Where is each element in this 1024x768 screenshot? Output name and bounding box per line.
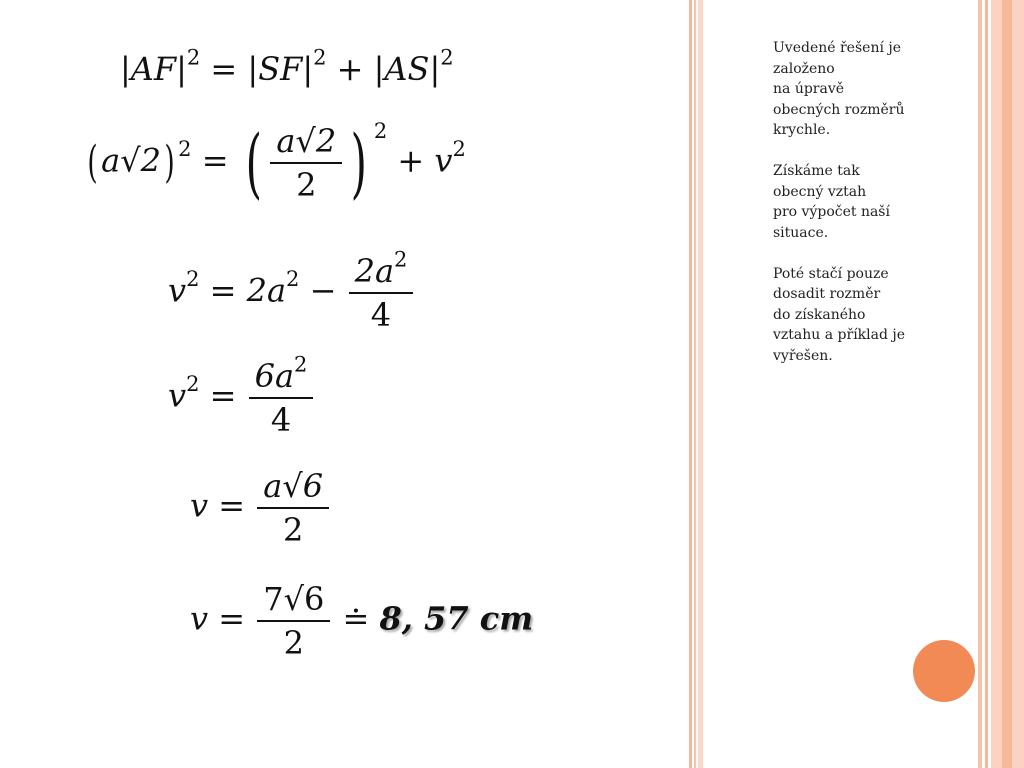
eq3-term1: 2a [246, 271, 287, 310]
result-value: 8, 57 cm [379, 599, 534, 638]
eq2-equals: = [201, 141, 229, 180]
sidebar-paragraph-3 [773, 264, 943, 367]
eq4-numerator [249, 352, 314, 399]
edge-stripe-2 [985, 0, 988, 768]
sidebar-line: Uvedené řešení je [773, 40, 902, 56]
sidebar-paragraph-1 [773, 38, 943, 141]
eq1-lhs: |AF| [120, 50, 187, 88]
sidebar-line: založeno [773, 60, 835, 77]
eq5-numerator: a√6 [257, 465, 329, 509]
eq4-lhs-exp: 2 [186, 371, 200, 396]
equation-v-squared-2 [168, 352, 315, 441]
eq4-numerator-exp: 2 [294, 352, 308, 377]
eq3-numerator [349, 247, 414, 294]
sidebar-line: na úpravě [773, 81, 845, 97]
eq6-numerator: 7√6 [257, 578, 330, 622]
eq5-denominator: 2 [282, 511, 304, 549]
eq3-lhs-exp: 2 [186, 266, 200, 291]
eq4-denominator: 4 [270, 401, 292, 439]
eq6-approx: ≐ [342, 599, 370, 638]
eq2-fraction [270, 120, 342, 206]
eq2-paren-exp: 2 [373, 118, 388, 143]
eq6-denominator: 2 [283, 624, 304, 662]
eq3-lhs: v [168, 271, 187, 310]
eq6-lhs: v [190, 599, 209, 638]
eq4-lhs: v [168, 376, 187, 415]
divider-stripe-3 [698, 0, 703, 768]
decorative-orange-circle [913, 640, 975, 702]
eq1-equals: = [210, 50, 238, 88]
eq1-plus: + [336, 50, 364, 88]
eq2-lhs-exp: 2 [178, 136, 192, 161]
eq2-plus: + [397, 141, 425, 180]
sidebar-explanation [773, 38, 943, 387]
eq4-equals: = [209, 376, 237, 415]
equation-v-general [190, 465, 331, 551]
sidebar-line: Poté stačí pouze [773, 265, 889, 282]
eq5-fraction [257, 465, 329, 551]
sidebar-line: krychle. [773, 122, 831, 138]
equation-v-result [190, 578, 533, 664]
eq3-term1-exp: 2 [286, 266, 300, 291]
eq2-rparen: ) [164, 137, 175, 188]
eq3-equals: = [209, 271, 237, 310]
eq3-fraction [349, 247, 414, 336]
equation-pythagoras [120, 45, 454, 88]
eq6-equals: = [218, 599, 246, 638]
sidebar-paragraph-2 [773, 161, 943, 243]
sidebar-line: do získaného [773, 306, 866, 323]
eq3-denominator: 4 [370, 296, 392, 334]
eq5-equals: = [218, 486, 246, 525]
sidebar-line: dosadit rozměr [773, 286, 881, 302]
eq2-v-exp: 2 [452, 136, 466, 161]
eq1-term2: |AS| [373, 50, 441, 88]
sidebar-line: obecných rozměrů [773, 101, 905, 118]
eq2-numerator: a√2 [270, 120, 342, 164]
eq2-lparen: ( [87, 137, 98, 188]
eq2-big-lparen: ( [245, 118, 262, 207]
sidebar-line: pro výpočet naší [773, 204, 890, 220]
eq2-big-rparen: ) [350, 118, 368, 207]
sidebar-line: vztahu a příklad je [773, 327, 906, 343]
eq3-numerator-exp: 2 [394, 247, 408, 272]
divider-stripe-2 [694, 0, 696, 768]
eq6-fraction [257, 578, 330, 664]
edge-stripe-1 [978, 0, 982, 768]
sidebar-line: vyřešen. [773, 347, 833, 364]
eq2-denominator: 2 [296, 166, 317, 204]
eq3-minus: − [309, 271, 337, 310]
eq4-numerator-base: 6a [254, 357, 295, 395]
eq2-lhs-base: a√2 [101, 141, 161, 180]
eq1-term2-exp: 2 [440, 45, 454, 70]
eq5-lhs: v [190, 486, 209, 525]
eq1-lhs-exp: 2 [186, 45, 201, 70]
edge-stripe-4 [1002, 0, 1012, 768]
eq1-term1-exp: 2 [313, 45, 327, 70]
equation-v-squared-1 [168, 247, 415, 336]
eq2-v: v [434, 141, 453, 180]
eq4-fraction [249, 352, 314, 441]
divider-stripe-1 [689, 0, 692, 768]
sidebar-line: Získáme tak [773, 163, 860, 179]
equation-substitution [84, 120, 466, 206]
eq1-term1: |SF| [247, 50, 314, 88]
eq3-numerator-base: 2a [354, 252, 395, 290]
sidebar-line: situace. [773, 224, 829, 241]
sidebar-line: obecný vztah [773, 183, 867, 200]
